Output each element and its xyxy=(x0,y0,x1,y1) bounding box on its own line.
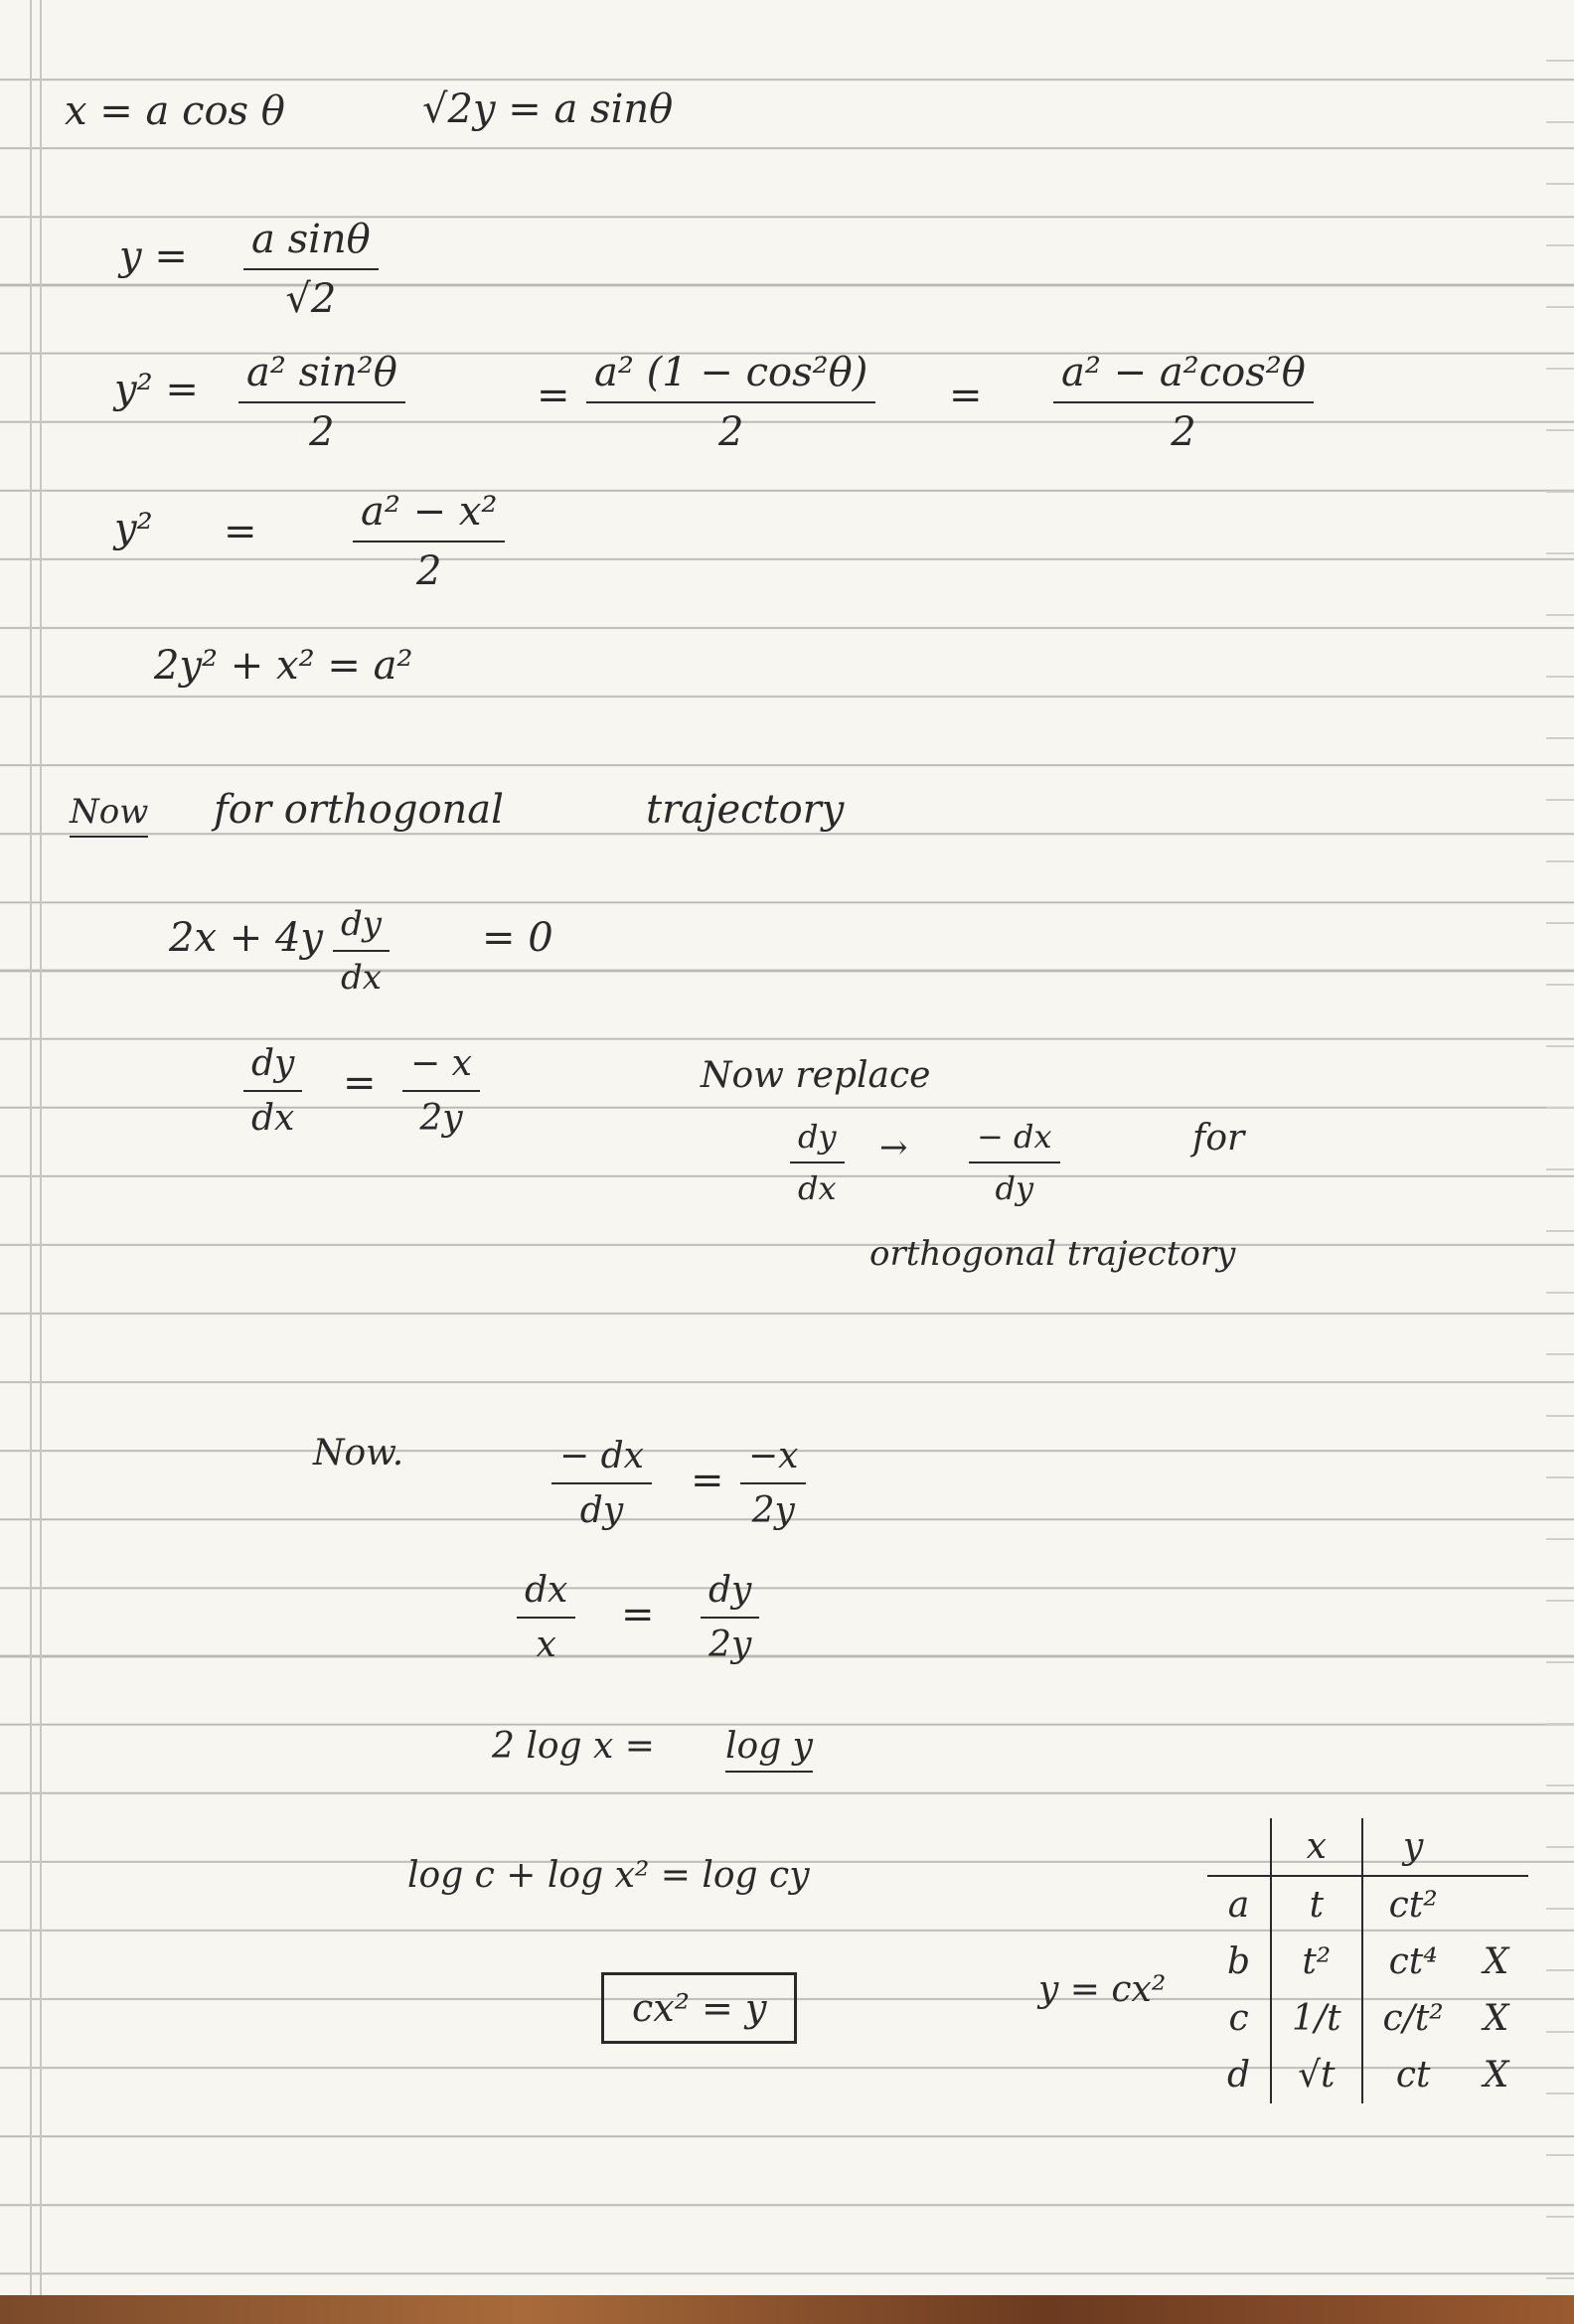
table-cell-mark: X xyxy=(1483,1941,1509,1982)
table-row xyxy=(1207,1934,1528,1990)
table-surface xyxy=(0,2295,1574,2324)
frac-num: − x xyxy=(402,1043,480,1092)
frac-num: −x xyxy=(740,1436,806,1484)
eq-y-label: y = xyxy=(119,233,188,279)
frac-dxx xyxy=(517,1570,575,1665)
table-cell: d xyxy=(1227,2055,1251,2095)
frac-dydx xyxy=(333,904,390,998)
table-cell: 1/t xyxy=(1271,1990,1362,2047)
table-header: x xyxy=(1271,1818,1362,1876)
frac-num: a² − a²cos²θ xyxy=(1053,350,1314,403)
eq-logy xyxy=(725,1726,814,1767)
arrow: → xyxy=(879,1128,908,1167)
eq-2logx: 2 log x = xyxy=(492,1726,655,1767)
table-header: y xyxy=(1362,1818,1464,1876)
table-cell: b xyxy=(1227,1941,1251,1982)
eq-root2y: √2y = a sinθ xyxy=(422,86,674,132)
eq-x-acos: x = a cos θ xyxy=(65,88,285,134)
table-header-row xyxy=(1207,1818,1528,1876)
eq-sign: = xyxy=(691,1458,724,1503)
for-text: for xyxy=(1192,1118,1245,1159)
eq-ysq-label: y² xyxy=(114,506,153,551)
frac-den: dy xyxy=(579,1490,624,1531)
frac-den: 2y xyxy=(708,1625,752,1665)
margin-line-left-2 xyxy=(40,0,42,2295)
table-row xyxy=(1207,1876,1528,1934)
frac-num: dy xyxy=(701,1570,759,1619)
table-cell: c/t² xyxy=(1362,1990,1464,2047)
table-row xyxy=(1207,2047,1528,2103)
frac-dy2y xyxy=(701,1570,759,1665)
table-cell: ct² xyxy=(1362,1876,1464,1934)
now-text-2: Now. xyxy=(313,1433,404,1473)
table-cell-mark xyxy=(1464,1876,1529,1934)
diff-rhs: = 0 xyxy=(482,915,553,961)
frac-den: x xyxy=(536,1625,556,1665)
frac-den: √2 xyxy=(285,276,337,322)
table-header-empty xyxy=(1464,1818,1529,1876)
frac-num: a sinθ xyxy=(243,217,379,270)
eq-sign: = xyxy=(949,373,983,418)
frac-den: dx xyxy=(251,1098,295,1139)
frac-den: 2 xyxy=(309,409,335,455)
eq-ellipse: 2y² + x² = a² xyxy=(154,643,413,689)
table-cell-mark: X xyxy=(1483,1998,1509,2039)
eq-logc: log c + log x² = log cy xyxy=(407,1855,810,1896)
frac-den: dx xyxy=(798,1169,837,1207)
frac-den: dy xyxy=(995,1169,1034,1207)
frac-num: dy xyxy=(243,1043,302,1092)
frac-negdxdy xyxy=(551,1436,652,1531)
frac-den: 2 xyxy=(717,409,744,455)
table-cell: a xyxy=(1227,1885,1250,1926)
frac-rep-dydx xyxy=(790,1118,845,1207)
family-label: y = cx² xyxy=(1038,1969,1167,2010)
frac-num: a² (1 − cos²θ) xyxy=(586,350,875,403)
orthogonal-trajectory-text: orthogonal trajectory xyxy=(869,1234,1236,1274)
frac-a2-x2 xyxy=(353,489,505,594)
eq-sign: = xyxy=(224,509,257,554)
eq-ysq-label: y² = xyxy=(114,367,199,412)
logy-text: log y xyxy=(725,1726,813,1773)
for-orthogonal-text: for orthogonal xyxy=(214,787,504,833)
diff-lhs: 2x + 4y xyxy=(169,915,323,961)
frac-negx2y xyxy=(740,1436,806,1531)
frac-num: a² − x² xyxy=(353,489,505,542)
table-cell: c xyxy=(1228,1998,1249,2039)
now-heading xyxy=(70,792,149,832)
table-cell: √t xyxy=(1271,2047,1362,2103)
table-cell: ct⁴ xyxy=(1362,1934,1464,1990)
check-table xyxy=(1207,1818,1528,2103)
frac-num: − dx xyxy=(969,1118,1060,1163)
frac-den: 2 xyxy=(415,548,442,594)
frac-a2-a2cos xyxy=(1053,350,1314,455)
frac-asin-root2 xyxy=(243,217,379,322)
now-replace-text: Now replace xyxy=(701,1055,931,1096)
eq-sign: = xyxy=(621,1592,655,1637)
page-edge xyxy=(1546,0,1574,2295)
frac-den: dx xyxy=(341,958,382,998)
frac-rep-negdxdy xyxy=(969,1118,1060,1207)
final-answer-box: cx² = y xyxy=(601,1972,797,2044)
table-cell: t xyxy=(1271,1876,1362,1934)
frac-a2sin2 xyxy=(238,350,405,455)
frac-num: dy xyxy=(790,1118,845,1163)
frac-den: 2y xyxy=(419,1098,463,1139)
frac-a2-1mcos xyxy=(586,350,875,455)
frac-num: dy xyxy=(333,904,390,952)
margin-line-left xyxy=(30,0,32,2295)
table-row xyxy=(1207,1990,1528,2047)
frac-den: 2y xyxy=(751,1490,795,1531)
frac-num: a² sin²θ xyxy=(238,350,405,403)
frac-num: dx xyxy=(517,1570,575,1619)
frac-num: − dx xyxy=(551,1436,652,1484)
eq-sign: = xyxy=(343,1060,377,1106)
trajectory-text: trajectory xyxy=(646,787,845,833)
frac-den: 2 xyxy=(1171,409,1196,455)
frac-negx-2y xyxy=(402,1043,480,1139)
table-cell: ct xyxy=(1362,2047,1464,2103)
table-cell: t² xyxy=(1271,1934,1362,1990)
table-cell-mark: X xyxy=(1483,2055,1509,2095)
now-label: Now xyxy=(70,792,148,838)
frac-dydx-2 xyxy=(243,1043,302,1139)
eq-sign: = xyxy=(537,373,570,418)
table-header xyxy=(1207,1818,1271,1876)
